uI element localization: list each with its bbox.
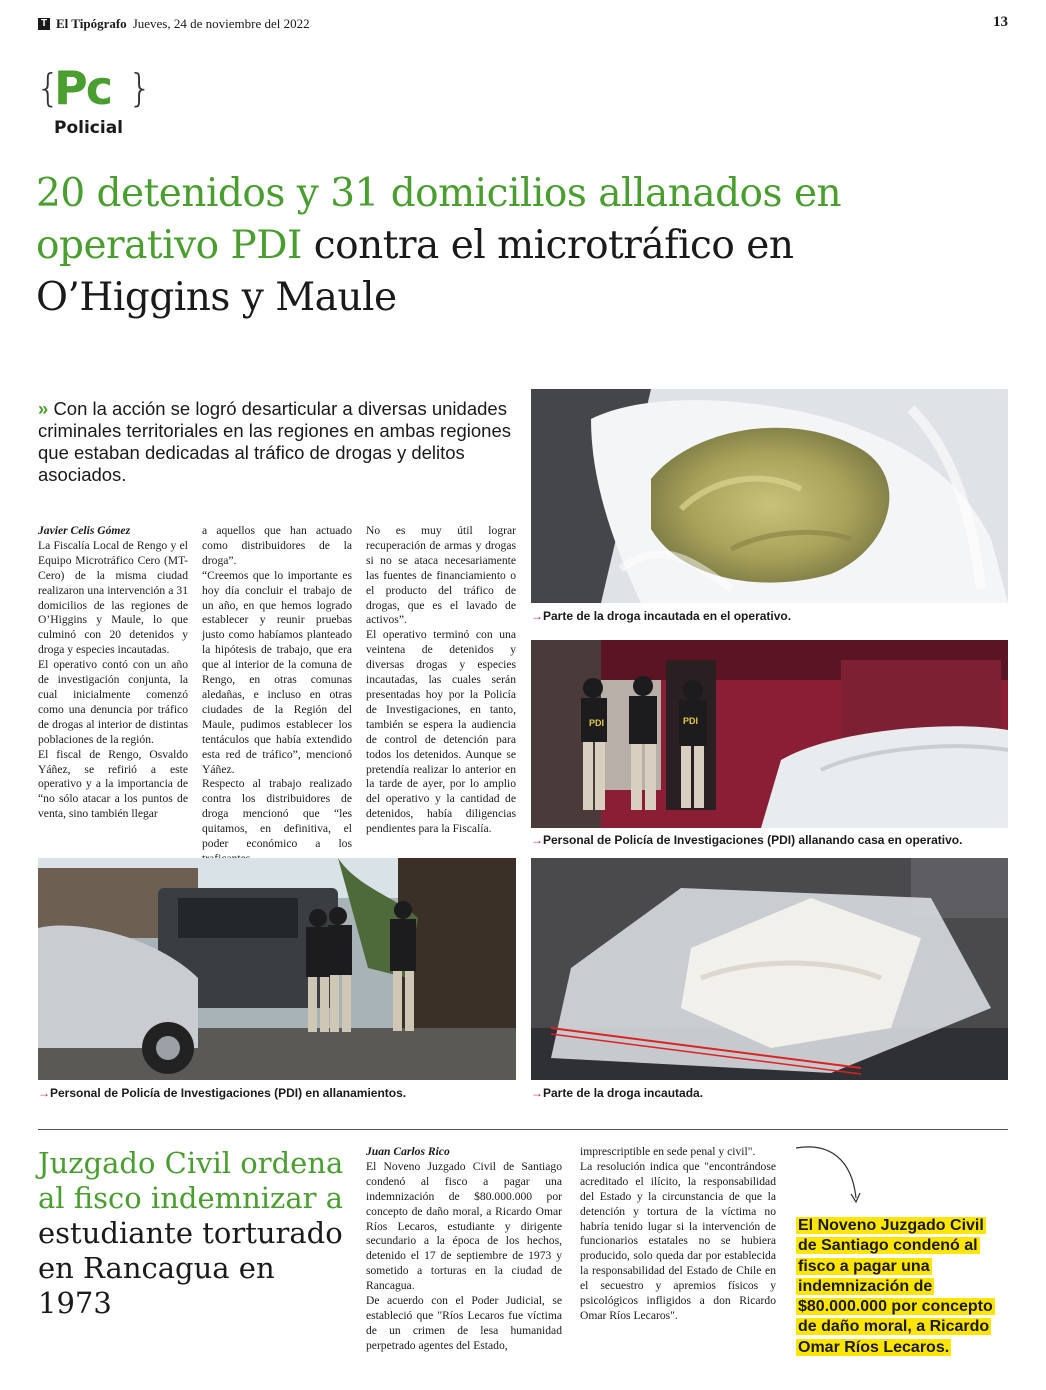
svg-text:PDI: PDI (683, 716, 699, 726)
photo-pdi-raiding-house-image (531, 640, 1008, 828)
section-brace-close: } (128, 66, 153, 110)
pull-quote (796, 1216, 1006, 1358)
photo-caption (38, 1086, 406, 1100)
pull-quote-text: El Noveno Juzgado Civil de Santiago condenó al fisco a pagar una indemnización de $80.000.000 por concepto de daño moral, a Ricardo Omar Ríos Lecaros. (798, 1217, 993, 1356)
caption-arrow-icon: → (531, 1086, 543, 1100)
newspaper-logo-icon: T (38, 18, 50, 30)
paragraph: El fiscal de Rengo, Osvaldo Yáñez, se refirió a este operativo y a la importancia de “no sólo atacar a los puntos de venta, sino también llegar (38, 747, 188, 821)
section-mark (36, 60, 156, 140)
masthead (38, 16, 310, 32)
page-number: 13 (993, 14, 1008, 30)
headline-dark-part: contra el microtráfico en O’Higgins y Maule (36, 223, 794, 320)
headline-dark-part: estudiante torturado en Rancagua en 1973 (38, 1216, 343, 1320)
section-brace-open: { (36, 66, 61, 110)
paragraph: El operativo terminó con una veintena de detenidos y diversas drogas y especies incautadas, las cuales serán presentadas hoy por la Policía de Investigaciones, en tanto, también se espera la audiencia de control de detención para todos los detenidos. Aunque se pretendía realizar lo anterior en la tarde de ayer, por lo amplio del operativo y la cantidad de detenidos, había diligencias pendientes para la Fiscalía. (366, 628, 516, 836)
article-headline (36, 168, 916, 324)
paragraph: imprescriptible en sede penal y civil". (580, 1145, 756, 1158)
photo-seized-drugs-bag (531, 389, 1008, 603)
photo-caption (531, 609, 791, 623)
photo-seized-powder-bag-image (531, 858, 1008, 1080)
article2-column-1 (366, 1145, 562, 1354)
headline-green-part: Juzgado Civil ordena al fisco indemnizar a (38, 1146, 344, 1215)
photo-seized-powder-bag (531, 858, 1008, 1080)
photo-pdi-raiding-house (531, 640, 1008, 828)
article-column-1 (38, 524, 188, 822)
caption-text: Parte de la droga incautada. (543, 1086, 704, 1100)
newspaper-name: El Tipógrafo (56, 16, 127, 31)
article-divider (38, 1129, 1008, 1130)
article2-headline (38, 1146, 348, 1321)
paragraph: De acuerdo con el Poder Judicial, se estableció que "Ríos Lecaros fue víctima de un crimen de lesa humanidad perpetrado agentes del Estado, (366, 1294, 562, 1352)
photo-caption (531, 1086, 703, 1100)
issue-date: Jueves, 24 de noviembre del 2022 (132, 16, 310, 31)
photo-seized-drugs-bag-image (531, 389, 1008, 603)
paragraph: a aquellos que han actuado como distribuidores de la droga”. (202, 524, 352, 567)
caption-text: Parte de la droga incautada en el operativo. (543, 609, 792, 623)
paragraph: No es muy útil lograr recuperación de armas y drogas si no se ataca necesariamente las fuentes de financiamiento o el producto del tráfico de drogas, que es el lavado de activos”. (366, 524, 516, 627)
svg-text:PDI: PDI (589, 718, 605, 728)
paragraph: El operativo contó con un año de investigación conjunta, la cual inicialmente comenzó como una denuncia por tráfico de drogas al interior de distintas poblaciones de la región. (38, 658, 188, 746)
article-lead (38, 398, 518, 486)
paragraph: La resolución indica que "encontrándose acreditado el ilícito, la responsabilidad del Estado y la circunstancia de que la detención y tortura de la víctima no habría tenido lugar si la intervención de funcionarios estatales no se hubiera producido, solo queda dar por establecida la responsabilidad del Estado de Chile en el secuestro y apremios físicos y psicológicos infligidos a don Ricardo Omar Ríos Lecaros". (580, 1159, 776, 1322)
photo-pdi-street-raid (38, 858, 516, 1080)
photo-caption (531, 833, 962, 847)
section-name: Policial (54, 118, 123, 138)
paragraph: La Fiscalía Local de Rengo y el Equipo Microtráfico Cero (MT-Cero) de la misma ciudad realizaron una intervención a 31 domicilios de las regiones de O’Higgins y Maule, lo que culminó con 20 detenidos y droga y especies incautadas. (38, 538, 188, 657)
byline: Javier Celis Gómez (38, 524, 131, 537)
lead-text: Con la acción se logró desarticular a diversas unidades criminales territoriales en las regiones en ambas regiones que estaban dedicadas al tráfico de drogas y delitos asociados. (38, 398, 512, 485)
paragraph: El Noveno Juzgado Civil de Santiago condenó al fisco a pagar una indemnización de $80.000.000 por concepto de daño moral, a Ricardo Omar Ríos Lecaros, estudiante y dirigente secundario a la época de los hechos, detenido el 17 de septiembre de 1973 y sometido a torturas en la ciudad de Rancagua. (366, 1159, 562, 1293)
article-column-3 (366, 524, 516, 837)
caption-arrow-icon: → (531, 609, 543, 623)
caption-text: Personal de Policía de Investigaciones (PDI) allanando casa en operativo. (543, 833, 963, 847)
section-abbreviation: Pc (54, 61, 111, 115)
pull-quote-arrow-icon (790, 1140, 870, 1210)
paragraph: “Creemos que lo importante es hoy día concluir el trabajo de un año, en que hemos logrado establecer y reunir pruebas justo como habíamos planteado la hipótesis de trabajo, que era que al interior de la comuna de Rengo, en otras comunas aledañas, e incluso en otras ciudades de la Región del Maule, pudimos establecer los tentáculos que había extendido esta red de tráfico”, mencionó Yáñez. (202, 568, 352, 776)
caption-arrow-icon: → (531, 833, 543, 847)
photo-pdi-street-raid-image (38, 858, 516, 1080)
article-column-2 (202, 524, 352, 867)
caption-arrow-icon: → (38, 1086, 50, 1100)
article2-column-2 (580, 1145, 776, 1324)
lead-chevron-icon: » (38, 398, 49, 419)
headline-green-part: 20 detenidos y 31 domicilios allanados en operativo PDI (36, 171, 842, 268)
caption-text: Personal de Policía de Investigaciones (PDI) en allanamientos. (50, 1086, 407, 1100)
byline: Juan Carlos Rico (366, 1145, 450, 1158)
paragraph: Respecto al trabajo realizado contra los distribuidores de droga mencionó que “les quitamos, en definitiva, el poder económico a los (202, 777, 352, 851)
